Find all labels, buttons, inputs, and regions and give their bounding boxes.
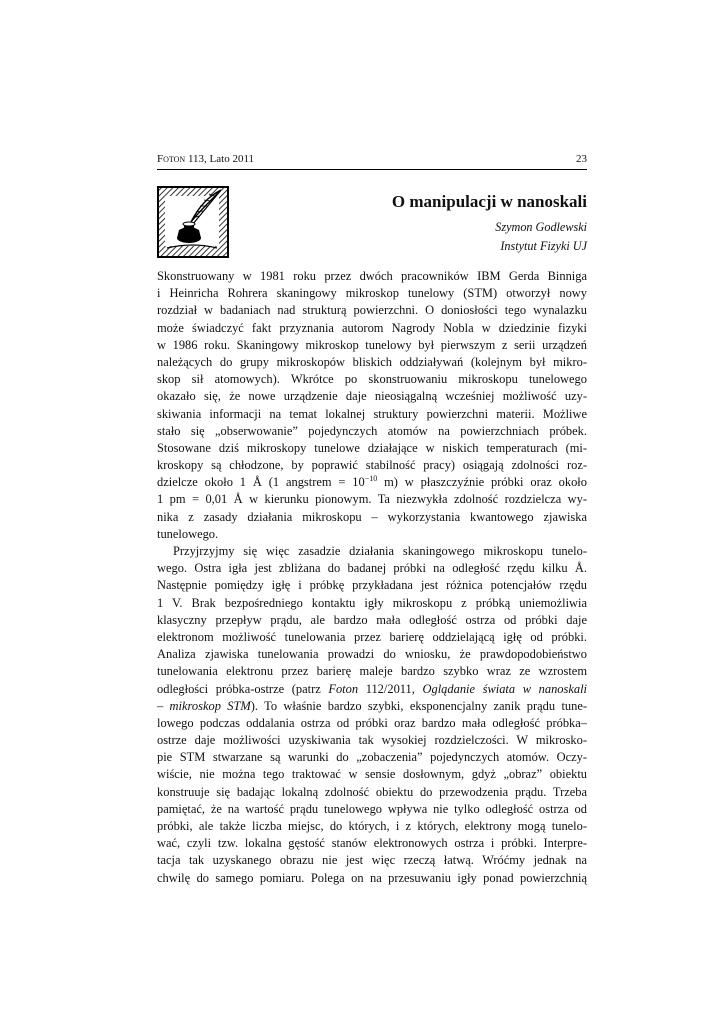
text-line: w 1986 roku. Skaningowy mikroskop tunelowy był pierwszym z serii urządzeń [157,337,587,352]
header-rule [157,169,587,170]
article-title: O manipulacji w nanoskali [391,192,587,211]
text-line: ostrze daje możliwości uzyskiwania tak wysokiej rozdzielczości. W mikrosko- [157,733,587,748]
text-line-with-exponent [157,474,587,491]
text-line: 1 pm = 0,01 Å w kierunku pionowym. Ta niezwykła zdolność rozdzielcza wy- [157,492,587,507]
text-line: klasyczny przepływ prądu, ale bardzo mała odległość ostrza od próbki daje [157,612,587,627]
text-line: należących do grupy mikroskopów bliskich oddziaływań (kolejnym był mikro- [157,354,587,369]
line-text: ). To właśnie bardzo szybki, eksponencjalny zanik prądu tune- [250,698,587,713]
text-line-with-reference [157,681,587,698]
text-line: skop sił atomowych). Wkrótce po skonstruowaniu mikroskopu tunelowego [157,372,587,387]
text-line: kroskopy są chłodzone, by poprawić stabilność pracy) osiągają zdolności roz- [157,458,587,473]
article-author: Szymon Godlewski [495,220,587,234]
article-affiliation: Instytut Fizyki UJ [500,239,587,253]
issue-label: 113, Lato 2011 [187,153,255,165]
text-line: pie STM stwarzane są warunki do „zobaczenia” pojedynczych atomów. Oczy- [157,750,587,765]
journal-issue [157,152,254,166]
line-text: m) w płaszczyźnie próbki oraz około [377,475,587,490]
text-line: Stosowane dziś mikroskopy tunelowe działające w niskich temperaturach (mi- [157,440,587,455]
page-number: 23 [576,153,587,165]
text-line: skiwania informacji na temat lokalnej struktury powierzchni materii. Możliwe [157,406,587,421]
text-line: okazało się, że nowe urządzenie daje nieosiągalną wcześniej możliwość uzy- [157,389,587,404]
title-block [392,191,587,256]
text-line: może świadczyć fakt przyznania autorom Nagrody Nobla w dziedzinie fizyki [157,320,587,335]
text-line: Przyjrzyjmy się więc zasadzie działania skaningowego mikroskopu tunelo- [173,544,587,558]
quill-inkwell-icon [157,186,229,258]
text-line: chwilę do samego pomiaru. Polega on na przesuwaniu igły ponad powierzchnią [157,870,587,885]
text-line-with-reference [157,698,587,715]
text-line: lowego podczas oddalania ostrza od próbki oraz bardzo mała odległość próbka– [157,715,587,730]
text-line: i Heinricha Rohrera skaningowy mikroskop tunelowy (STM) otworzył nowy [157,286,587,301]
text-line: rozdział w badaniach nad strukturą powierzchni. O doniosłości tego wynalazku [157,303,587,318]
text-line: próbki, ale także liczba miejsc, do których, i z których, elektrony mogą tunelo- [157,819,587,833]
text-line: wać, czyli tzw. lokalna gęstość stanów elektronowych ostrza i próbki. Interpre- [157,836,587,851]
text-line: stało się „obserwowanie” pojedynczych atomów na powierzchniach próbek. [157,423,587,438]
text-line: wiście, nie można tego traktować w sensie dosłownym, gdyż „obraz” obiektu [157,767,587,782]
journal-name: Foton [157,153,186,165]
text-line: elektronom możliwość tunelowania przez barierę oddzielającą igłę od próbki. [157,629,587,644]
text-line: tunelowania elektronu przez barierę maleje bardzo szybko wraz ze wzrostem [157,664,587,679]
article-body [157,268,587,887]
text-line: nika z zasady działania mikroskopu – wykorzystania kwantowego zjawiska [157,509,587,524]
text-line: wego. Ostra igła jest zbliżana do badanej próbki na odległość rzędu kilku Å. [157,561,587,576]
line-text: odległości próbka-ostrze (patrz [157,681,329,696]
journal-reference: Foton [328,681,359,696]
line-text: dzielcze około 1 Å (1 angstrem = 10 [157,475,365,490]
paragraph-1 [157,268,587,543]
text-line: pamiętać, że na wartość prądu tunelowego wpływa nie tylko odległość ostrza od [157,801,587,816]
text-line: Analiza zjawiska tunelowania prowadzi do wniosku, że prawdopodobieństwo [157,647,587,662]
paragraph-2 [157,543,587,887]
text-line: tunelowego. [157,526,219,541]
text-line: konstruuje się badając lokalną zdolność obiektu do przewodzenia prądu. Trzeba [157,784,587,799]
reference-title: Oglądanie świata w nanoskali [422,681,588,696]
text-line: tacja tak uzyskanego obrazu nie jest więc rzeczą łatwą. Wróćmy jednak na [157,853,587,868]
exponent: −10 [364,474,378,484]
text-line: 1 V. Brak bezpośredniego kontaktu igły mikroskopu z próbką uniemożliwia [157,595,587,610]
line-text: 112/2011, [358,681,423,696]
reference-title: – mikroskop STM [157,698,251,713]
text-line: Następnie pomiędzy igłę i próbkę przykładana jest różnica potencjałów rzędu [157,578,587,593]
text-line: Skonstruowany w 1981 roku przez dwóch pracowników IBM Gerda Binniga [157,269,587,283]
